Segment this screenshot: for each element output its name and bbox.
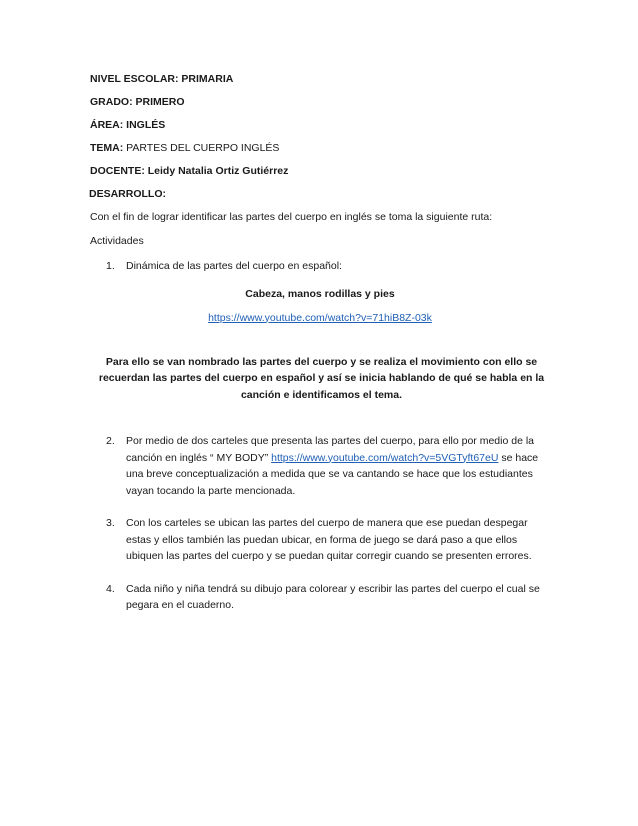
document-content	[90, 72, 550, 614]
activity-1-text: Dinámica de las partes del cuerpo en español:	[126, 260, 342, 272]
song-title: Cabeza, manos rodillas y pies	[245, 287, 395, 300]
activity-2-number: 2.	[106, 435, 115, 447]
my-body-link[interactable]: https://www.youtube.com/watch?v=5VGTyft67eU	[271, 451, 499, 464]
area: ÁREA: INGLÉS	[90, 119, 166, 131]
bold-paragraph: Para ello se van nombrado las partes del cuerpo y se realiza el movimiento con ello se recuerdan las partes del cuerpo en español y así se inicia hablando de qué se habla en la canción e identificamos el tema.	[98, 355, 545, 401]
activities-list-1	[90, 258, 550, 275]
song-link-1[interactable]: https://www.youtube.com/watch?v=71hiB8Z-03k	[208, 311, 432, 324]
activity-3	[90, 515, 550, 565]
activity-4	[90, 581, 550, 614]
activity-2	[90, 433, 550, 499]
activity-2-text-after: se hace una breve conceptualización a medida que se va cantando se hace que los estudiantes vayan tocando la parte mencionada.	[126, 451, 539, 497]
activity-3-number: 3.	[106, 517, 115, 529]
activity-2-text-before: Por medio de dos carteles que presenta las partes del cuerpo, para ello por medio de la canción en inglés “ MY BODY”	[126, 435, 534, 464]
activities-list-2	[90, 433, 550, 614]
activity-3-text: Con los carteles se ubican las partes del cuerpo de manera que ese puedan despegar estas y ellos también las puedan ubicar, en forma de juego se dará paso a que ellos ubiquen las partes del cuerpo y se puedan quitar corregir cuando se presenten errores.	[126, 517, 532, 562]
desarrollo-heading: DESARROLLO:	[89, 188, 166, 200]
actividades-label: Actividades	[90, 235, 144, 247]
song-link-row	[90, 311, 550, 325]
activity-4-number: 4.	[106, 582, 115, 595]
grado: GRADO: PRIMERO	[90, 96, 185, 108]
intro-text: Con el fin de lograr identificar las partes del cuerpo en inglés se toma la siguiente ruta:	[90, 211, 493, 223]
activity-4-text: Cada niño y niña tendrá su dibujo para colorear y escribir las partes del cuerpo el cual se pegara en el cuaderno.	[126, 582, 540, 611]
nivel-escolar: NIVEL ESCOLAR: PRIMARIA	[90, 73, 234, 85]
activity-1-number: 1.	[106, 260, 115, 272]
docente: DOCENTE: Leidy Natalia Ortiz Gutiérrez	[90, 165, 289, 177]
tema-key: TEMA:	[90, 142, 124, 154]
tema-value: PARTES DEL CUERPO INGLÉS	[123, 142, 280, 154]
activity-1	[90, 258, 550, 275]
tema	[90, 141, 550, 155]
